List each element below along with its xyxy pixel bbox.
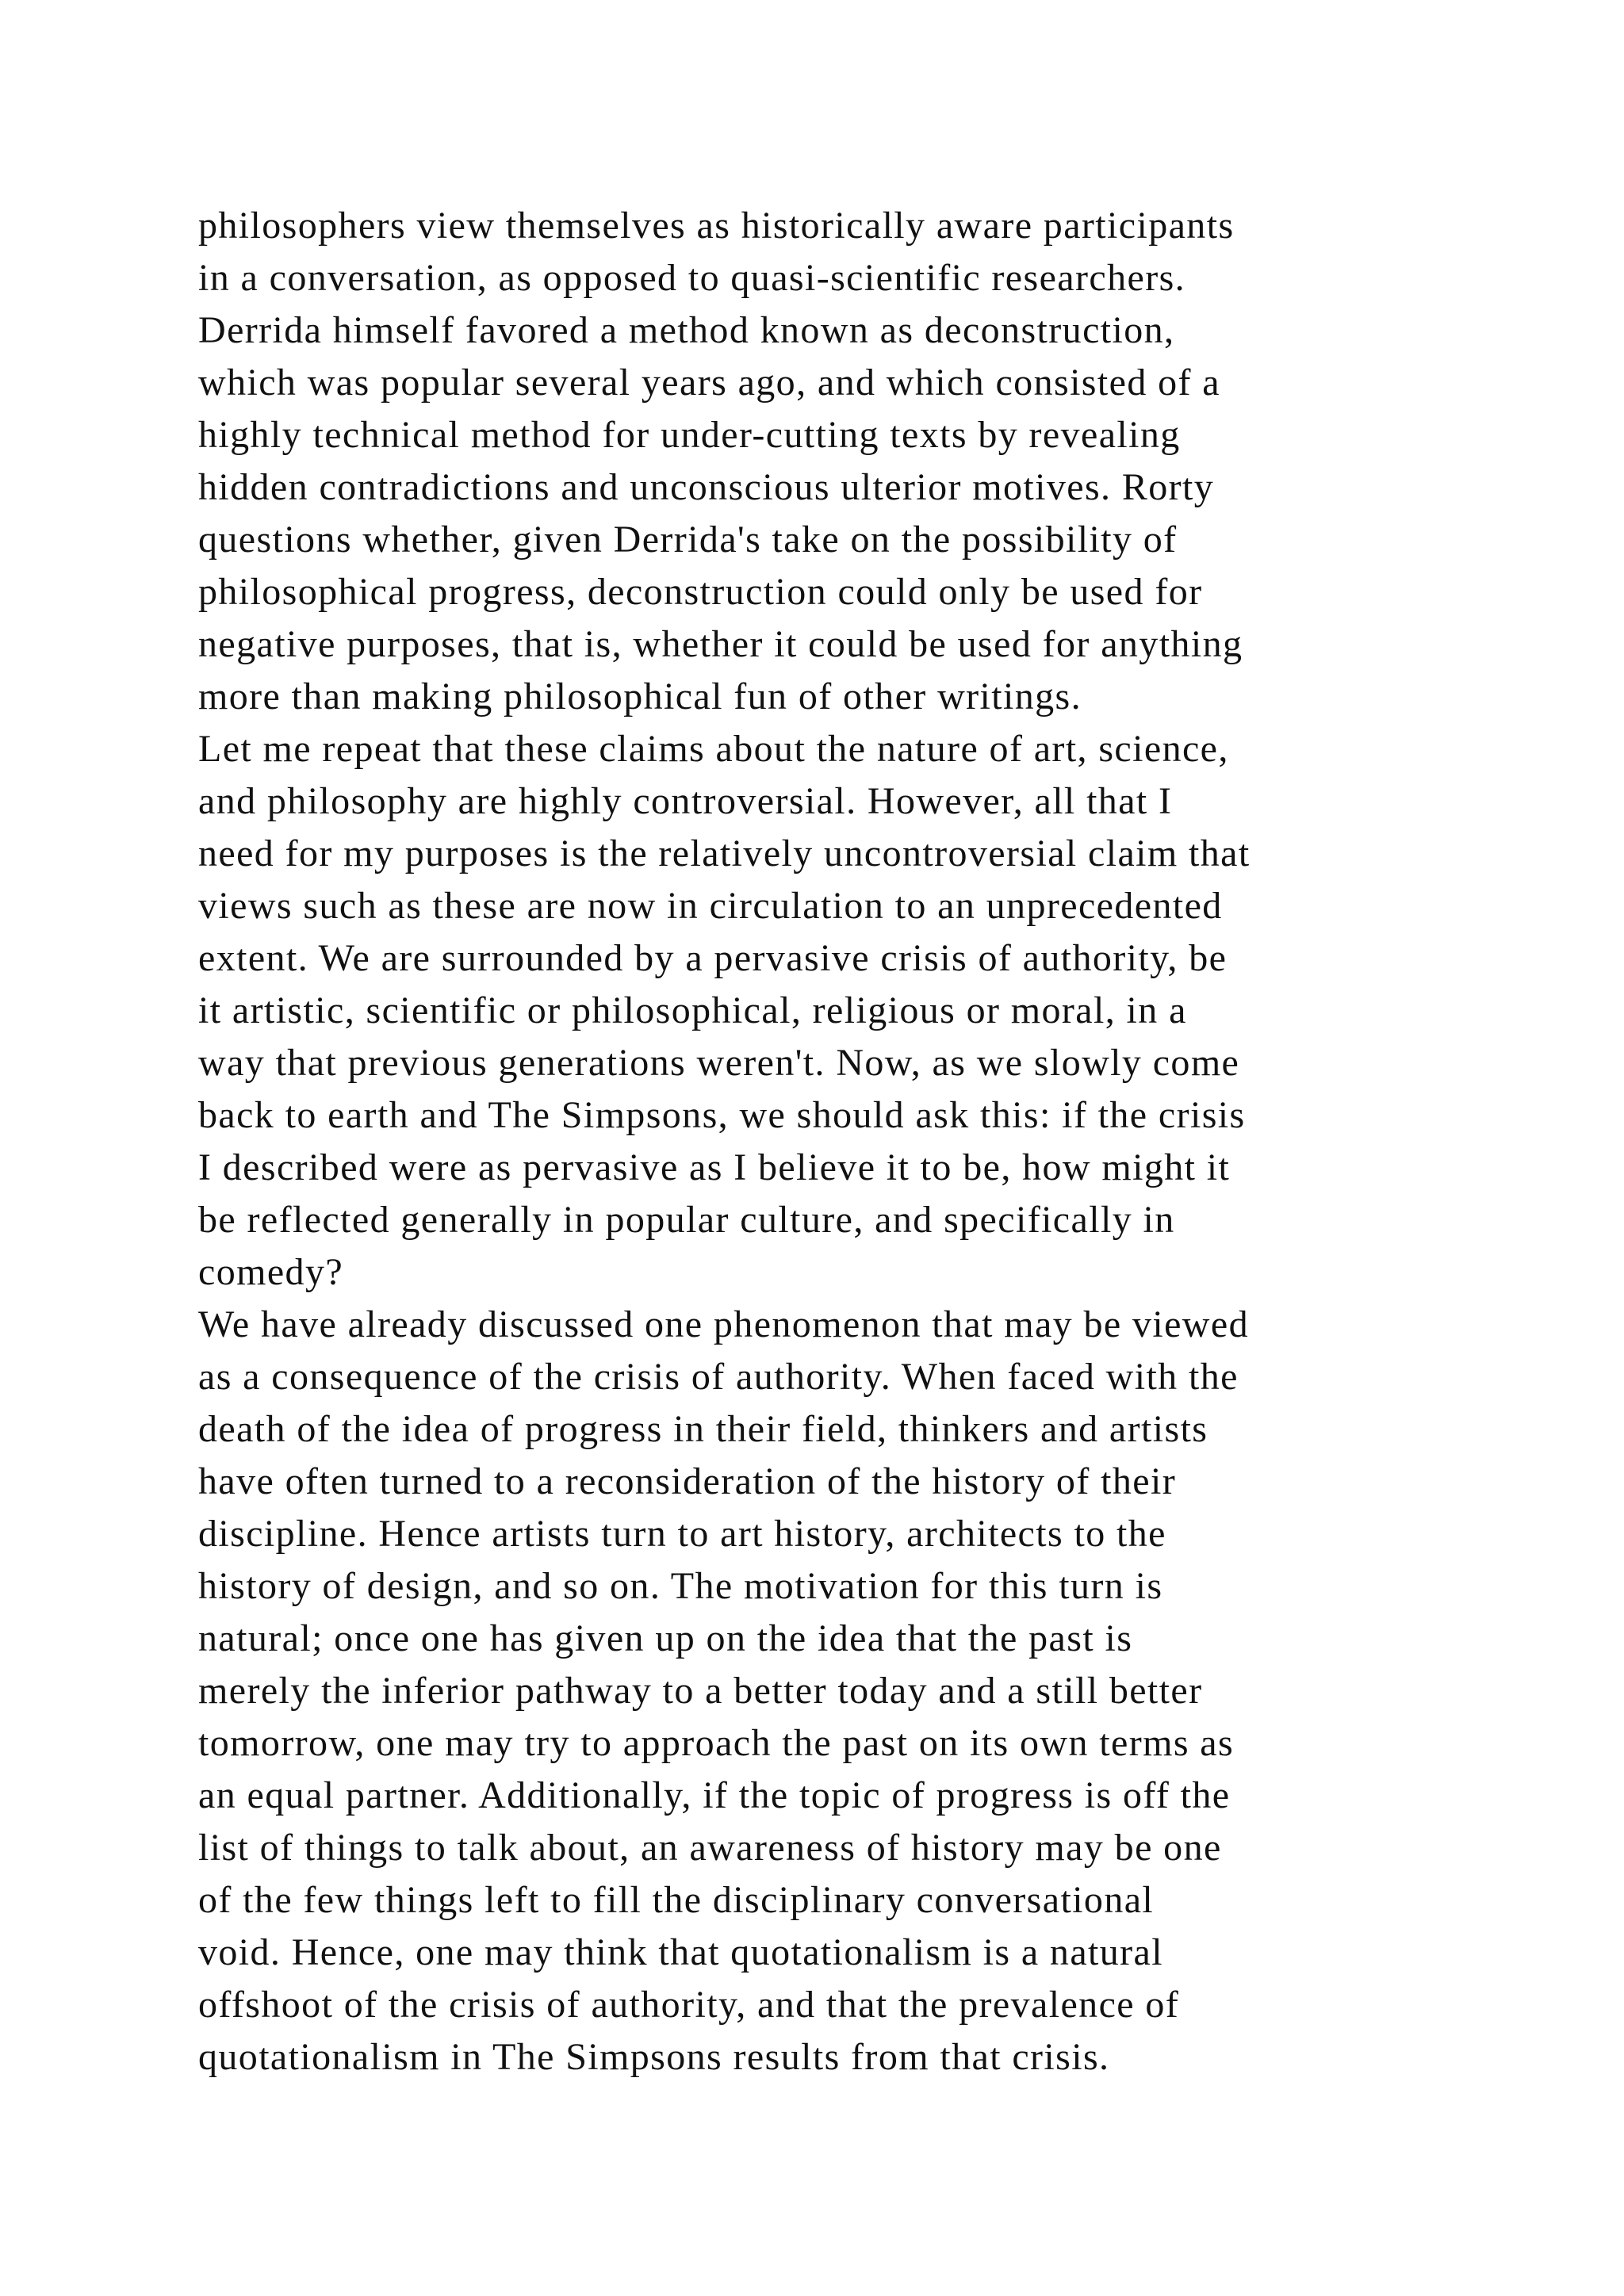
text-line: more than making philosophical fun of other writings.	[198, 675, 1082, 718]
text-line: it artistic, scientific or philosophical, religious or moral, in a	[198, 989, 1187, 1031]
body-text	[198, 200, 1507, 2084]
text-line: death of the idea of progress in their field, thinkers and artists	[198, 1408, 1208, 1450]
text-line: list of things to talk about, an awareness of history may be one	[198, 1827, 1222, 1869]
text-line: way that previous generations weren't. Now, as we slowly come	[198, 1042, 1240, 1084]
text-line: and philosophy are highly controversial. However, all that I	[198, 780, 1173, 822]
text-line: tomorrow, one may try to approach the past on its own terms as	[198, 1722, 1235, 1764]
text-line: We have already discussed one phenomenon that may be viewed	[198, 1303, 1249, 1345]
text-line: history of design, and so on. The motivation for this turn is	[198, 1565, 1163, 1607]
text-line: as a consequence of the crisis of authority. When faced with the	[198, 1356, 1239, 1398]
text-line: negative purposes, that is, whether it could be used for anything	[198, 623, 1243, 665]
text-line: philosophers view themselves as historically aware participants	[198, 205, 1235, 247]
text-line: void. Hence, one may think that quotationalism is a natural	[198, 1931, 1163, 1973]
text-line: have often turned to a reconsideration of the history of their	[198, 1460, 1177, 1502]
text-line: in a conversation, as opposed to quasi-scientific researchers.	[198, 257, 1186, 299]
text-line: Let me repeat that these claims about the nature of art, science,	[198, 728, 1229, 770]
text-line: I described were as pervasive as I believe it to be, how might it	[198, 1146, 1231, 1188]
text-line: Derrida himself favored a method known as deconstruction,	[198, 309, 1175, 351]
text-line: offshoot of the crisis of authority, and that the prevalence of	[198, 1984, 1180, 2026]
text-line: hidden contradictions and unconscious ulterior motives. Rorty	[198, 466, 1215, 508]
text-line: of the few things left to fill the disciplinary conversational	[198, 1879, 1155, 1921]
text-line: back to earth and The Simpsons, we should ask this: if the crisis	[198, 1094, 1246, 1136]
text-line: discipline. Hence artists turn to art history, architects to the	[198, 1513, 1166, 1555]
text-line: quotationalism in The Simpsons results from that crisis.	[198, 2036, 1110, 2078]
text-line: be reflected generally in popular culture, and specifically in	[198, 1199, 1175, 1241]
text-line: questions whether, given Derrida's take on the possibility of	[198, 519, 1178, 561]
text-line: an equal partner. Additionally, if the topic of progress is off the	[198, 1774, 1231, 1816]
text-line: highly technical method for under-cutting texts by revealing	[198, 414, 1181, 456]
text-line: philosophical progress, deconstruction could only be used for	[198, 571, 1203, 613]
text-line: which was popular several years ago, and which consisted of a	[198, 362, 1221, 404]
text-line: need for my purposes is the relatively uncontroversial claim that	[198, 832, 1251, 874]
text-line: merely the inferior pathway to a better today and a still better	[198, 1670, 1203, 1712]
text-line: comedy?	[198, 1251, 344, 1293]
text-line: views such as these are now in circulation to an unprecedented	[198, 885, 1223, 927]
text-line: extent. We are surrounded by a pervasive crisis of authority, be	[198, 937, 1228, 979]
text-line: natural; once one has given up on the idea that the past is	[198, 1617, 1133, 1659]
